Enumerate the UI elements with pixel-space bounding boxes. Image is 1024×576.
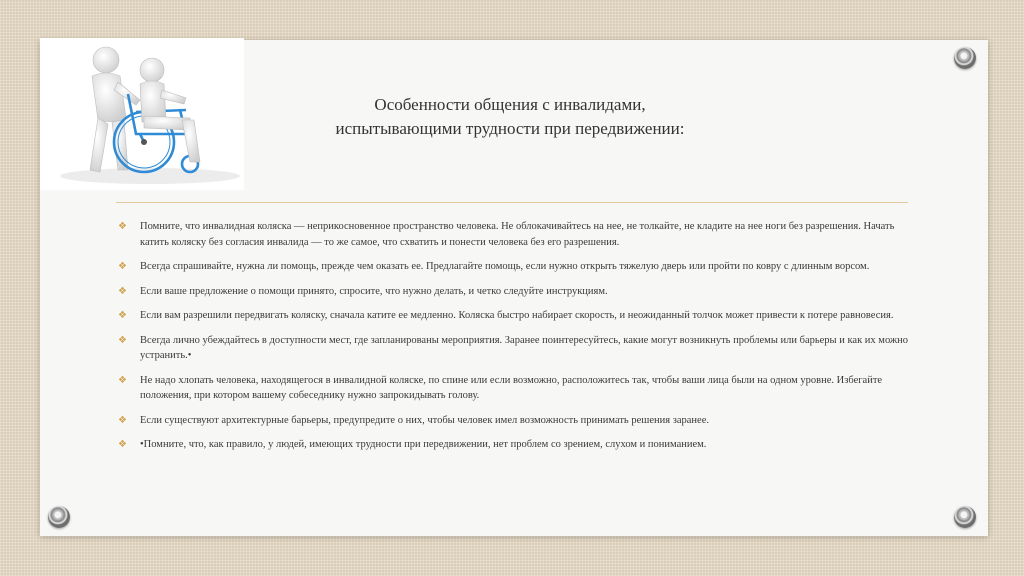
list-item-text: Не надо хлопать человека, находящегося в инвалидной коляске, по спине или если возможно, расположитесь так, чтобы ваши лица были на одном уровне. Избегайте положения, при котором вашему собеседнику нужно запрокидывать голову. [140, 374, 883, 401]
list-item-text: Всегда спрашивайте, нужна ли помощь, прежде чем оказать ее. Предлагайте помощь, если нужно открыть тяжелую дверь или пройти по ковру с длинным ворсом. [140, 261, 870, 272]
list-item-text: Если вам разрешили передвигать коляску, сначала катите ее медленно. Коляска быстро набирает скорость, и неожиданный толчок может привести к потере равновесия. [140, 310, 894, 321]
list-item [116, 259, 916, 275]
list-item-text: Если существуют архитектурные барьеры, предупредите о них, чтобы человек имел возможность принимать решения заранее. [140, 414, 709, 426]
list-item [116, 333, 916, 364]
bullet-list [116, 219, 916, 462]
diamond-bullet-icon: ❖ [118, 334, 127, 346]
list-item-text: •Помните, что, как правило, у людей, имеющих трудности при передвижении, нет проблем со зрением, слухом и пониманием. [140, 439, 707, 450]
diamond-bullet-icon: ❖ [118, 261, 127, 272]
diamond-bullet-icon: ❖ [118, 414, 127, 426]
list-item [116, 413, 916, 429]
pin-top-right-icon [954, 47, 976, 69]
list-item [116, 308, 916, 324]
diamond-bullet-icon: ❖ [118, 439, 127, 450]
list-item [116, 219, 916, 250]
diamond-bullet-icon: ❖ [118, 221, 127, 232]
list-item-text: Помните, что инвалидная коляска — неприкосновенное пространство человека. Не облокачивайтесь на нее, не толкайте, не кладите на нее ноги без разрешения. Начать катить коляску без согласия инвалида — то же самое, что схватить и понести человека без его разрешения. [140, 221, 895, 248]
list-item [116, 373, 916, 404]
list-item [116, 284, 916, 300]
diamond-bullet-icon: ❖ [118, 374, 127, 386]
wheelchair-illustration [40, 38, 244, 190]
title-line-2: испытывающими трудности при передвижении: [335, 119, 685, 138]
pin-bottom-right-icon [954, 506, 976, 528]
title-line-1: Особенности общения с инвалидами, [374, 95, 646, 114]
slide-title [270, 93, 750, 141]
pin-bottom-left-icon [48, 506, 70, 528]
diamond-bullet-icon: ❖ [118, 285, 127, 297]
list-item-text: Если ваше предложение о помощи принято, спросите, что нужно делать, и четко следуйте инструкциям. [140, 285, 608, 297]
title-divider [116, 202, 908, 203]
list-item [116, 437, 916, 453]
diamond-bullet-icon: ❖ [118, 310, 127, 321]
list-item-text: Всегда лично убеждайтесь в доступности мест, где запланированы мероприятия. Заранее поинтересуйтесь, какие могут возникнуть проблемы или барьеры и как их можно устранить.• [140, 334, 909, 361]
